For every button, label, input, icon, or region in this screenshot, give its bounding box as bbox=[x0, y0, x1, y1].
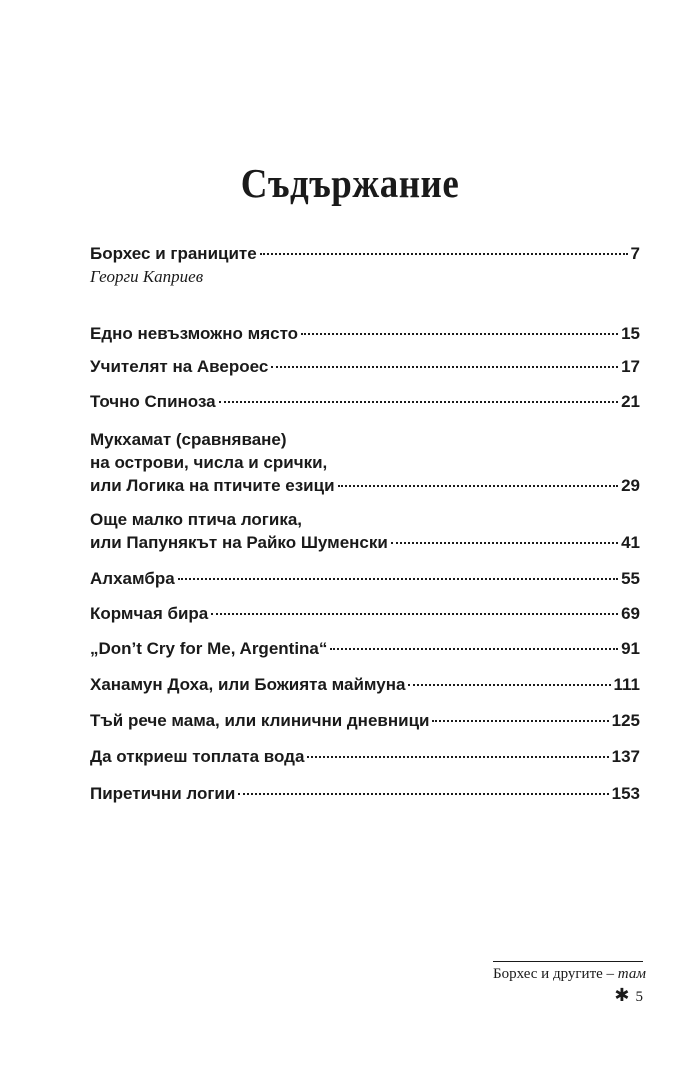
toc-entry-title: или Папунякът на Райко Шуменски bbox=[90, 533, 388, 552]
toc-entry-row bbox=[90, 474, 640, 497]
toc-entry bbox=[90, 782, 640, 805]
footer-page-marker bbox=[493, 985, 643, 1006]
dot-leader bbox=[211, 613, 618, 615]
dot-leader bbox=[271, 366, 618, 368]
footer-book-title: Борхес и другите bbox=[493, 966, 603, 982]
toc-entry-title: или Логика на птичите езици bbox=[90, 476, 335, 495]
dot-leader bbox=[432, 720, 608, 722]
toc-page-number: 91 bbox=[621, 639, 640, 658]
dot-leader bbox=[219, 401, 618, 403]
toc-entry-title: Тъй рече мама, или клинични дневници bbox=[90, 711, 430, 730]
dot-leader bbox=[260, 253, 628, 255]
toc-entry-row bbox=[90, 782, 640, 805]
dot-leader bbox=[238, 793, 608, 795]
toc-entry-title: Точно Спиноза bbox=[90, 392, 216, 411]
asterisk-icon: ✱ bbox=[614, 985, 630, 1005]
toc-entry bbox=[90, 322, 640, 345]
dot-leader bbox=[391, 542, 618, 544]
footer-book-title-suffix: там bbox=[617, 966, 646, 982]
toc-entry bbox=[90, 242, 640, 289]
toc-entry bbox=[90, 673, 640, 696]
toc-entry bbox=[90, 745, 640, 768]
toc-entry-title: Пиретични логии bbox=[90, 784, 236, 803]
toc-entry-row bbox=[90, 567, 640, 590]
page-title: Съдържание bbox=[240, 161, 460, 208]
toc-entry bbox=[90, 567, 640, 590]
toc-page-number: 7 bbox=[630, 244, 640, 263]
toc-entry-title-line: на острови, числа и срички, bbox=[90, 453, 328, 472]
running-footer bbox=[493, 961, 646, 1006]
footer-dash: – bbox=[602, 966, 618, 982]
footer-title bbox=[493, 961, 646, 983]
toc-entry-title: Учителят на Авероес bbox=[90, 357, 269, 376]
toc-entry-row bbox=[90, 355, 640, 378]
dot-leader bbox=[307, 756, 608, 758]
dot-leader bbox=[301, 333, 618, 335]
toc-page-number: 125 bbox=[611, 711, 640, 730]
toc-entry bbox=[90, 355, 640, 378]
toc-entry-title: Едно невъзможно място bbox=[90, 324, 299, 343]
toc-entry-title: Ханамун Доха, или Божията маймуна bbox=[90, 675, 406, 694]
toc-entry-row bbox=[90, 673, 640, 696]
toc-entry-row bbox=[90, 390, 640, 413]
toc-entry-row bbox=[90, 637, 640, 660]
toc-entry-title: Алхамбра bbox=[90, 569, 175, 588]
toc-entry bbox=[90, 602, 640, 625]
toc-page-number: 15 bbox=[621, 324, 640, 343]
toc-entry bbox=[90, 637, 640, 660]
toc-page-number: 17 bbox=[621, 357, 640, 376]
dot-leader bbox=[338, 485, 619, 487]
toc-page-number: 21 bbox=[621, 392, 640, 411]
toc-entry-title-line: Мукхамат (сравняване) bbox=[90, 430, 287, 449]
page-number: 5 bbox=[635, 989, 643, 1005]
toc-entry-title: Да откриеш топлата вода bbox=[90, 747, 305, 766]
toc-entry bbox=[90, 709, 640, 732]
toc-entry bbox=[90, 428, 640, 497]
toc-entry-author: Георги Каприев bbox=[90, 267, 204, 286]
toc-entry-title-line: Още малко птича логика, bbox=[90, 510, 303, 529]
toc-page-number: 41 bbox=[621, 533, 640, 552]
dot-leader bbox=[178, 578, 618, 580]
toc-page-number: 137 bbox=[611, 747, 640, 766]
toc-entry-row bbox=[90, 709, 640, 732]
toc-page-number: 55 bbox=[621, 569, 640, 588]
toc-entry-row bbox=[90, 322, 640, 345]
toc-entry bbox=[90, 390, 640, 413]
toc-entry-row bbox=[90, 531, 640, 554]
toc-entry-title: Кормчая бира bbox=[90, 604, 209, 623]
dot-leader bbox=[330, 648, 618, 650]
toc-entry-title: „Don’t Cry for Me, Argentina“ bbox=[90, 639, 328, 658]
toc-entry-row bbox=[90, 242, 640, 265]
toc-entry-title: Борхес и границите bbox=[90, 244, 257, 263]
toc-entry-row bbox=[90, 602, 640, 625]
dot-leader bbox=[408, 684, 610, 686]
toc-page-number: 29 bbox=[621, 476, 640, 495]
toc-page-number: 69 bbox=[621, 604, 640, 623]
toc-page-number: 153 bbox=[611, 784, 640, 803]
toc-entry-row bbox=[90, 745, 640, 768]
toc-entry bbox=[90, 508, 640, 554]
toc-page-number: 111 bbox=[613, 675, 640, 694]
